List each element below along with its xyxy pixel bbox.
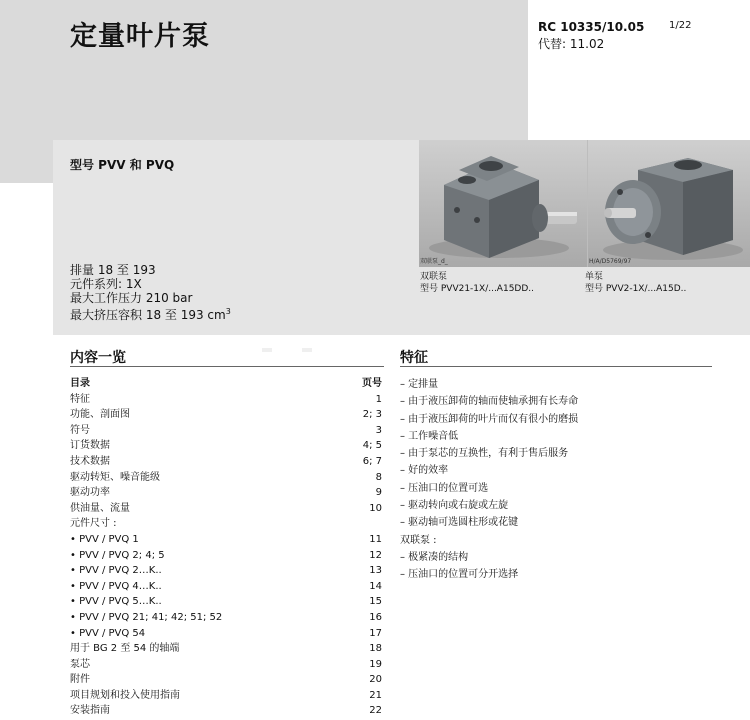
- features-divider: [400, 366, 712, 367]
- feature-item: – 压油口的位置可分开选择: [400, 569, 519, 581]
- document-code: RC 10335/10.05: [538, 20, 645, 34]
- features-list: [400, 376, 720, 584]
- spec-volume-text: 最大挤压容积 18 至 193 cm: [70, 308, 226, 322]
- features-title: 特征: [400, 350, 428, 366]
- toc-row-label: • PVV / PVQ 21; 41; 42; 51; 52: [70, 611, 223, 623]
- spec-series: 元件系列: 1X: [70, 277, 142, 291]
- toc-row-label: 供油量、流量: [70, 502, 130, 514]
- toc-row-label: 功能、剖面图: [70, 409, 130, 421]
- toc-row[interactable]: [70, 516, 382, 532]
- toc-row[interactable]: [70, 672, 382, 688]
- toc-row-label: • PVV / PVQ 5…K..: [70, 596, 162, 608]
- toc-header: [70, 376, 382, 392]
- toc-row-page: 9: [375, 487, 382, 499]
- spec-list: [70, 263, 231, 322]
- double-pump-photo: [419, 140, 587, 267]
- single-pump-photo-tag: H/A/D5769/97: [589, 258, 632, 265]
- single-pump-caption-title: 单泵: [585, 272, 604, 282]
- toc-row-label: 符号: [70, 424, 90, 436]
- toc-row[interactable]: [70, 501, 382, 517]
- toc-row-page: 12: [369, 549, 382, 561]
- feature-item: – 驱动转向或右旋或左旋: [400, 500, 509, 512]
- toc-row[interactable]: [70, 438, 382, 454]
- spec-volume: [70, 305, 231, 322]
- toc-row-page: 15: [369, 596, 382, 608]
- toc-title: 内容一览: [70, 350, 126, 366]
- double-pump-photo-tag: 双联泵_d_: [420, 258, 448, 265]
- toc-row-label: • PVV / PVQ 2; 4; 5: [70, 549, 165, 561]
- feature-subheading: 双联泵 :: [400, 534, 437, 546]
- feature-item: – 由于液压卸荷的轴而使轴承拥有长寿命: [400, 396, 579, 408]
- toc-row-label: 泵芯: [70, 658, 90, 670]
- toc-row-page: 20: [369, 674, 382, 686]
- toc-row-page: 17: [369, 627, 382, 639]
- toc-row-label: • PVV / PVQ 2…K..: [70, 565, 162, 577]
- toc-row-label: 项目规划和投入使用指南: [70, 689, 180, 701]
- toc-header-page: 页号: [362, 378, 382, 389]
- toc-row[interactable]: [70, 703, 382, 719]
- toc-row-label: 驱动功率: [70, 487, 110, 499]
- toc-row[interactable]: [70, 392, 382, 408]
- toc-row-label: • PVV / PVQ 54: [70, 627, 146, 639]
- toc-row-page: 13: [369, 565, 382, 577]
- toc-header-label: 目录: [70, 378, 90, 389]
- crop-mark: [262, 348, 272, 352]
- spec-volume-unit-exponent: 3: [225, 307, 231, 316]
- toc-row-page: 6; 7: [362, 455, 382, 467]
- toc-row[interactable]: [70, 563, 382, 579]
- single-pump-photo: [587, 140, 750, 267]
- toc-row-page: 2; 3: [362, 409, 382, 421]
- toc-row-label: 用于 BG 2 至 54 的轴端: [70, 643, 180, 655]
- toc-row[interactable]: [70, 485, 382, 501]
- toc-row-page: 4; 5: [362, 440, 382, 452]
- type-label: 型号 PVV 和 PVQ: [70, 158, 175, 172]
- toc-row-label: 附件: [70, 674, 90, 686]
- replaces-edition: 代替: 11.02: [538, 37, 605, 51]
- toc-row-page: 10: [369, 502, 382, 514]
- toc-row-label: 技术数据: [70, 455, 110, 467]
- single-pump-caption: [585, 271, 686, 295]
- toc-row[interactable]: [70, 423, 382, 439]
- double-pump-caption-model: 型号 PVV21-1X/...A15DD..: [420, 284, 534, 294]
- feature-item: – 由于泵芯的互换性，有利于售后服务: [400, 448, 569, 460]
- double-pump-caption-title: 双联泵: [420, 272, 448, 282]
- feature-item: – 压油口的位置可选: [400, 482, 489, 494]
- toc-row[interactable]: [70, 532, 382, 548]
- feature-item: – 工作噪音低: [400, 430, 459, 442]
- toc-row[interactable]: [70, 626, 382, 642]
- toc-row[interactable]: [70, 407, 382, 423]
- toc-row-label: • PVV / PVQ 1: [70, 533, 139, 545]
- document-title: 定量叶片泵: [70, 21, 210, 52]
- toc-row[interactable]: [70, 641, 382, 657]
- toc-row[interactable]: [70, 610, 382, 626]
- toc-row-page: 22: [369, 705, 382, 717]
- feature-item: – 由于液压卸荷的叶片而仅有很小的磨损: [400, 413, 579, 425]
- toc-row-page: 18: [369, 643, 382, 655]
- feature-item: – 定排量: [400, 379, 439, 390]
- feature-item: – 好的效率: [400, 465, 449, 477]
- toc-row-label: • PVV / PVQ 4…K..: [70, 580, 162, 592]
- feature-item: – 驱动轴可选圆柱形或花键: [400, 517, 519, 529]
- crop-mark: [302, 348, 312, 352]
- toc-row-label: 特征: [70, 393, 90, 405]
- toc-row-page: 1: [375, 393, 382, 405]
- spec-max-pressure: 最大工作压力 210 bar: [70, 291, 193, 305]
- toc-row[interactable]: [70, 688, 382, 704]
- toc-row[interactable]: [70, 548, 382, 564]
- toc-row-label: 驱动转矩、噪音能级: [70, 471, 160, 483]
- toc-row-page: 16: [369, 611, 382, 623]
- page-number: 1/22: [669, 20, 692, 31]
- double-pump-caption: [420, 271, 534, 295]
- toc-row-page: 21: [369, 689, 382, 701]
- single-pump-illustration: [588, 140, 750, 267]
- toc-row-label: 订货数据: [70, 440, 110, 452]
- toc-row[interactable]: [70, 470, 382, 486]
- toc-row-page: 3: [375, 424, 382, 436]
- toc-row-page: 8: [375, 471, 382, 483]
- spec-displacement: 排量 18 至 193: [70, 263, 156, 277]
- toc-list: [70, 376, 382, 719]
- toc-row-label: 安装指南: [70, 705, 110, 717]
- feature-item: – 极紧凑的结构: [400, 551, 469, 563]
- toc-row[interactable]: [70, 594, 382, 610]
- toc-row[interactable]: [70, 579, 382, 595]
- toc-row[interactable]: [70, 454, 382, 470]
- toc-row-page: 19: [369, 658, 382, 670]
- toc-divider: [70, 366, 384, 367]
- double-pump-illustration: [419, 140, 587, 267]
- toc-row-label: 元件尺寸 :: [70, 518, 117, 530]
- toc-row[interactable]: [70, 657, 382, 673]
- toc-row-page: 11: [369, 533, 382, 545]
- toc-row-page: 14: [369, 580, 382, 592]
- single-pump-caption-model: 型号 PVV2-1X/...A15D..: [585, 284, 687, 294]
